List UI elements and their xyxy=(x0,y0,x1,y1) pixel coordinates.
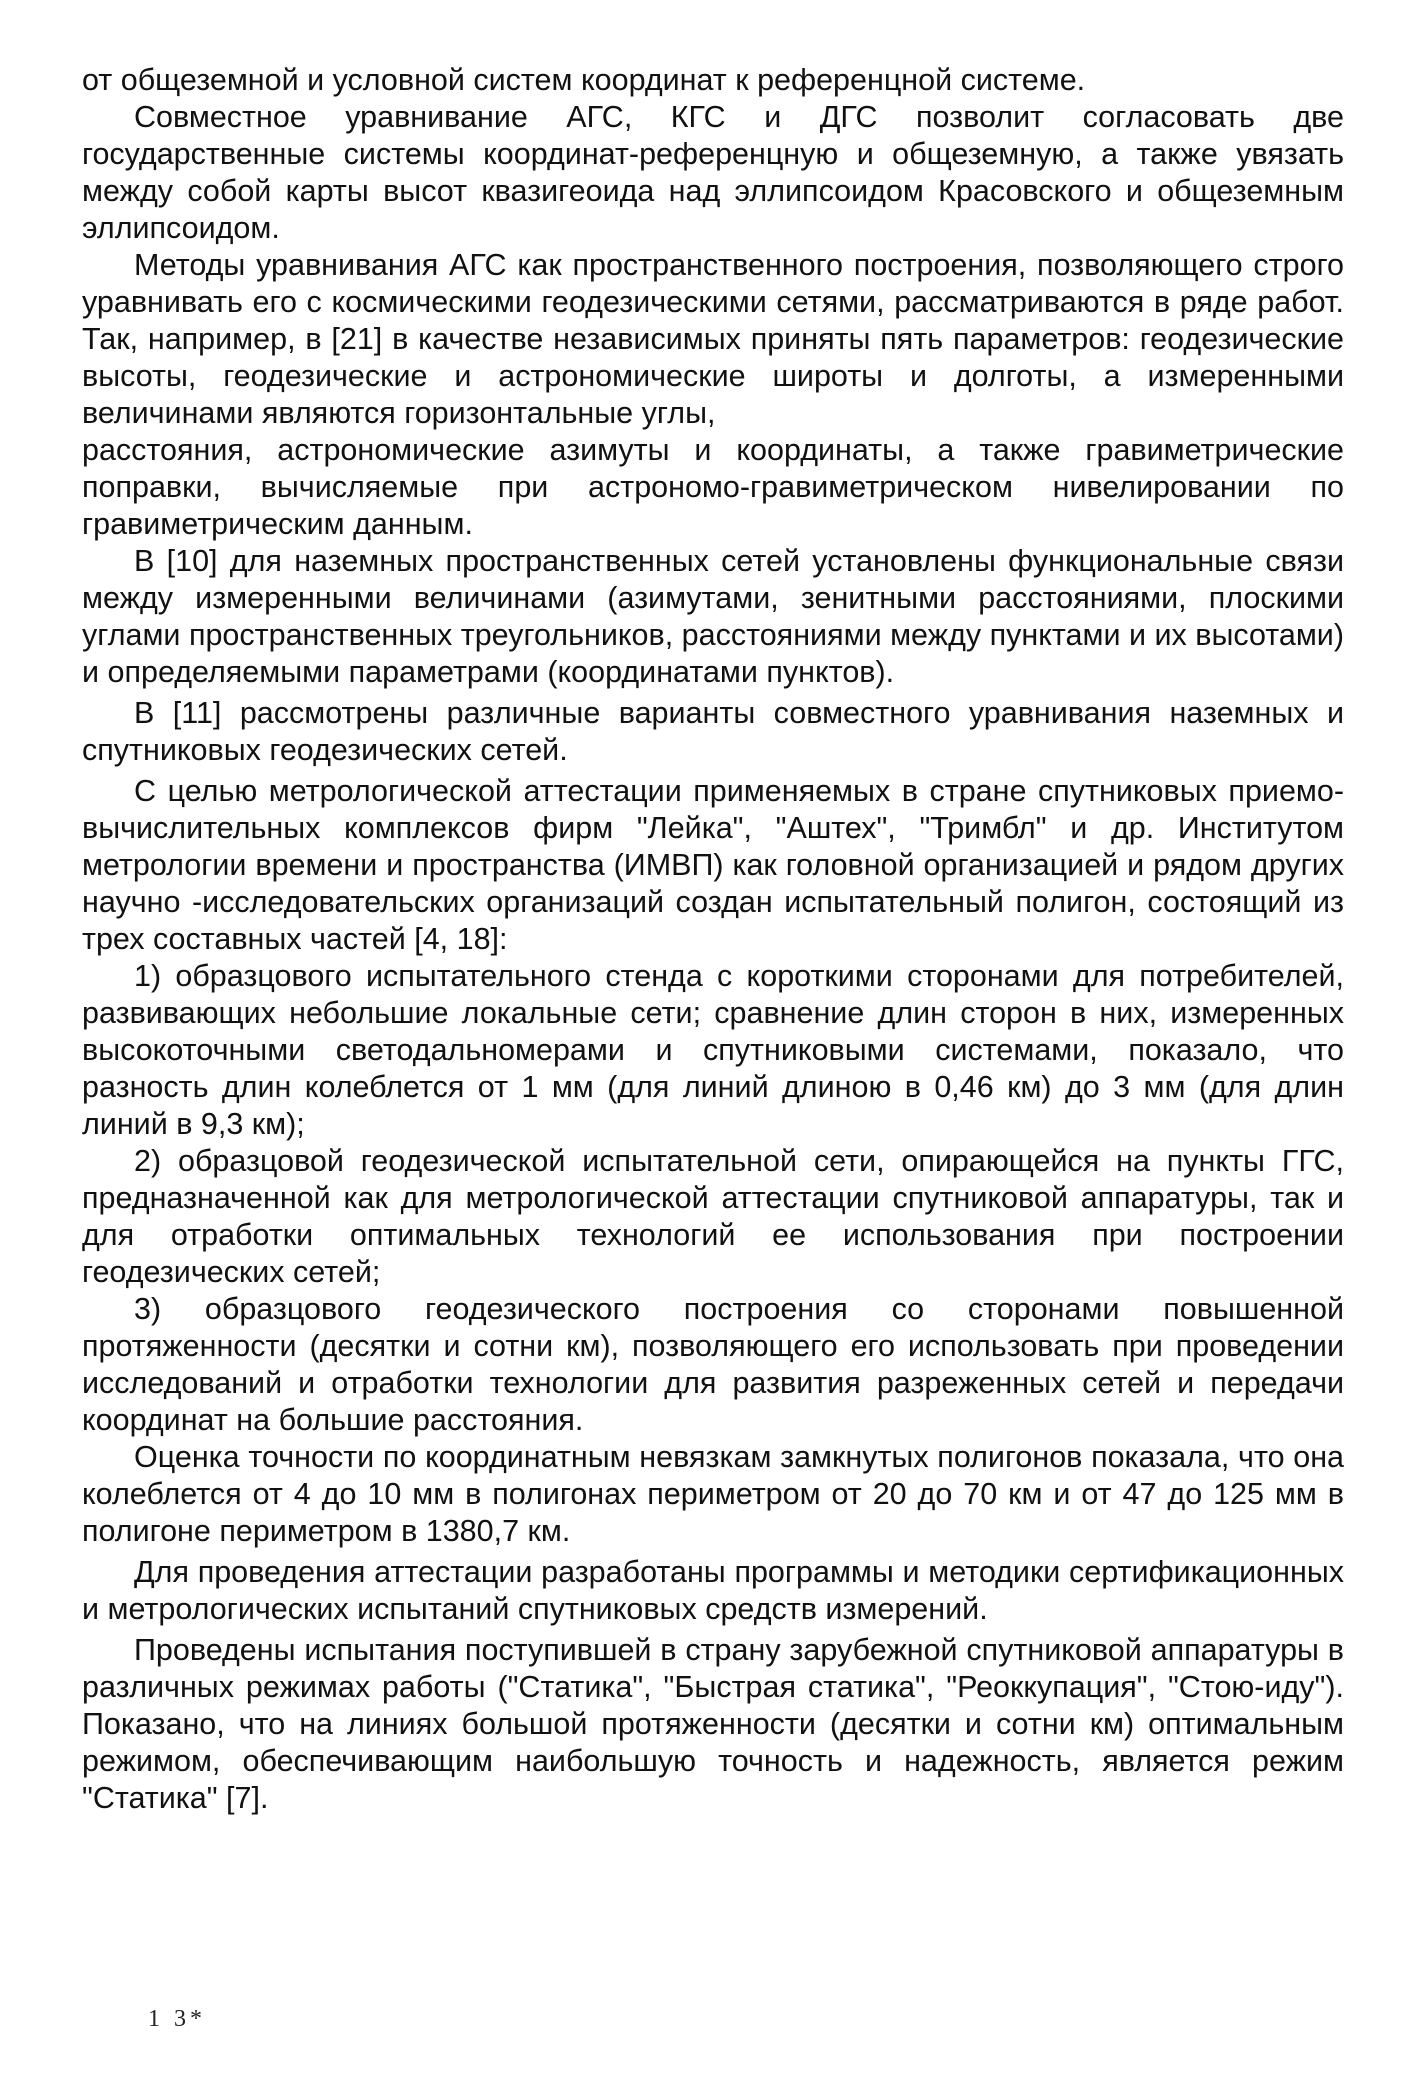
paragraph-continuation: от общеземной и условной систем координат к референцной системе. xyxy=(82,63,1086,97)
paragraph-ref-10: В [10] для наземных пространственных сетей установлены функциональные связи между измеренными величинами (азимутами, зенитными расстояниями, плоскими углами пространственных треугольников, расстояниями между пунктами и их высотами) и определяемыми параметрами (координатами пунктов). xyxy=(82,544,1344,689)
paragraph-ref-11: В [11] рассмотрены различные варианты совместного уравнивания наземных и спутниковых геодезических сетей. xyxy=(82,696,1344,767)
page-body xyxy=(82,62,1344,1817)
page-mark: 1 3* xyxy=(148,2006,206,2032)
paragraph-tests: Проведены испытания поступившей в страну зарубежной спутниковой аппаратуры в различных режимах работы ("Статика", "Быстрая статика", "Реоккупация", "Стою-иду"). Показано, что на линиях большой протяженности (десятки и сотни км) оптимальным режимом, обеспечивающим наибольшую точность и надежность, является режим "Статика" [7]. xyxy=(82,1633,1344,1815)
list-item-1: 1) образцового испытательного стенда с короткими сторонами для потребителей, развивающих небольшие локальные сети; сравнение длин сторон в них, измеренных высокоточными светодальномерами и спутниковыми системами, показало, что разность длин колеблется от 1 мм (для линий длиною в 0,46 км) до 3 мм (для длин линий в 9,3 км); xyxy=(82,959,1344,1141)
paragraph-test-polygon: С целью метрологической аттестации применяемых в стране спутниковых приемо-вычислительных комплексов фирм "Лейка", "Аштех", "Тримбл" и др. Институтом метрологии времени и пространства (ИМВП) как головной организацией и рядом других научно -исследовательских организаций создан испытательный полигон, состоящий из трех составных частей [4, 18]: xyxy=(82,774,1344,956)
paragraph-certification: Для проведения аттестации разработаны программы и методики сертификационных и метрологических испытаний спутниковых средств измерений. xyxy=(82,1555,1344,1626)
paragraph-accuracy: Оценка точности по координатным невязкам замкнутых полигонов показала, что она колеблется от 4 до 10 мм в полигонах периметром от 20 до 70 км и от 47 до 125 мм в полигоне периметром в 1380,7 км. xyxy=(82,1440,1344,1548)
paragraph-adjustment-methods: Методы уравнивания АГС как пространственного построения, позволяющего строго уравнивать его с космическими геодезическими сетями, рассматриваются в ряде работ. Так, например, в [21] в качестве независимых приняты пять параметров: геодезические высоты, геодезические и астрономические широты и долготы, а измеренными величинами являются горизонтальные углы, xyxy=(82,248,1344,430)
list-item-3: 3) образцового геодезического построения со сторонами повышенной протяженности (десятки и сотни км), позволяющего его использовать при проведении исследований и отработки технологии для развития разреженных сетей и передачи координат на большие расстояния. xyxy=(82,1292,1344,1437)
paragraph-joint-adjustment: Совместное уравнивание АГС, КГС и ДГС позволит согласовать две государственные системы координат-референцную и общеземную, а также увязать между собой карты высот квазигеоида над эллипсоидом Красовского и общеземным эллипсоидом. xyxy=(82,100,1344,245)
list-item-2: 2) образцовой геодезической испытательной сети, опирающейся на пункты ГГС, предназначенной как для метрологической аттестации спутниковой аппаратуры, так и для отработки оптимальных технологий ее использования при построении геодезических сетей; xyxy=(82,1144,1344,1289)
paragraph-measured-values: расстояния, астрономические азимуты и координаты, а также гравиметрические поправки, вычисляемые при астрономо-гравиметрическом нивелировании по гравиметрическим данным. xyxy=(82,433,1344,541)
